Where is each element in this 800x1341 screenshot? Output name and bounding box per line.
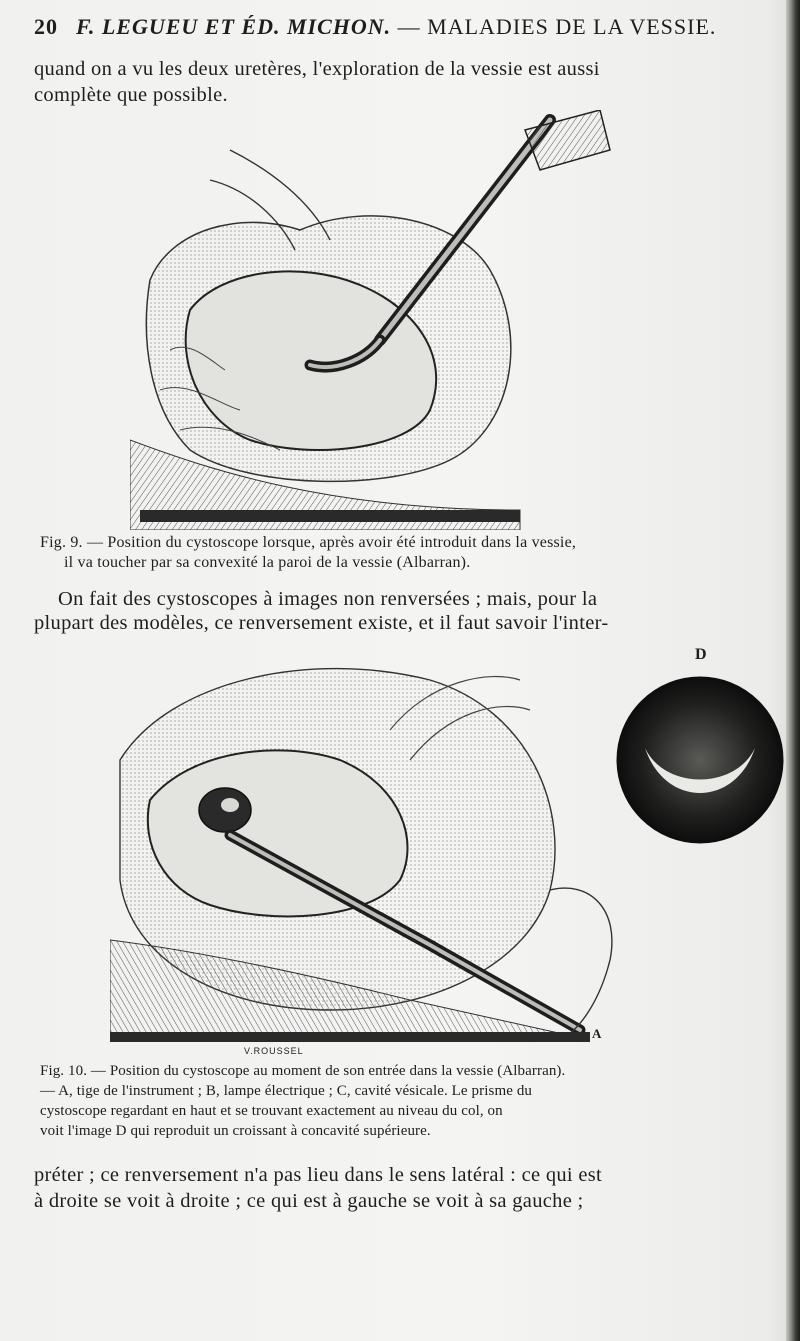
header-authors: F. LEGUEU ET ÉD. MICHON. <box>76 14 392 39</box>
figure-9-caption-line-1: Fig. 9. — Position du cystoscope lorsque, après avoir été introduit dans la vessie, <box>40 534 577 551</box>
engraver-signature: V.ROUSSEL <box>244 1046 304 1056</box>
closing-line-2: à droite se voit à droite ; ce qui est à gauche se voit à sa gauche ; <box>34 1190 584 1212</box>
paragraph-line-1: On fait des cystoscopes à images non renversées ; mais, pour la <box>58 588 598 610</box>
figure-10-caption-line-2: — A, tige de l'instrument ; B, lampe électrique ; C, cavité vésicale. Le prisme du <box>40 1083 533 1099</box>
figure-10-illustration <box>110 640 790 1050</box>
intro-line-2: complète que possible. <box>34 84 228 106</box>
header-title: MALADIES DE LA VESSIE. <box>427 14 717 39</box>
figure-10-caption-line-4: voit l'image D qui reproduit un croissant à concavité supérieure. <box>40 1123 431 1139</box>
running-header <box>34 14 716 40</box>
closing-line-1: préter ; ce renversement n'a pas lieu dans le sens latéral : ce qui est <box>34 1164 603 1186</box>
header-separator: — <box>397 14 421 39</box>
intro-line-1: quand on a vu les deux uretères, l'exploration de la vessie est aussi <box>34 58 600 80</box>
figure-9-illustration <box>130 110 630 530</box>
paragraph-line-2: plupart des modèles, ce renversement existe, et il faut savoir l'inter- <box>34 612 609 634</box>
page-number: 20 <box>34 14 58 39</box>
figure-9-caption-line-2: il va toucher par sa convexité la paroi de la vessie (Albarran). <box>64 554 471 571</box>
figure-label-d: D <box>695 646 707 663</box>
figure-label-a: A <box>592 1026 602 1041</box>
figure-10-caption-line-3: cystoscope regardant en haut et se trouvant exactement au niveau du col, on <box>40 1103 503 1119</box>
figure-10-caption-line-1: Fig. 10. — Position du cystoscope au moment de son entrée dans la vessie (Albarran). <box>40 1063 566 1079</box>
